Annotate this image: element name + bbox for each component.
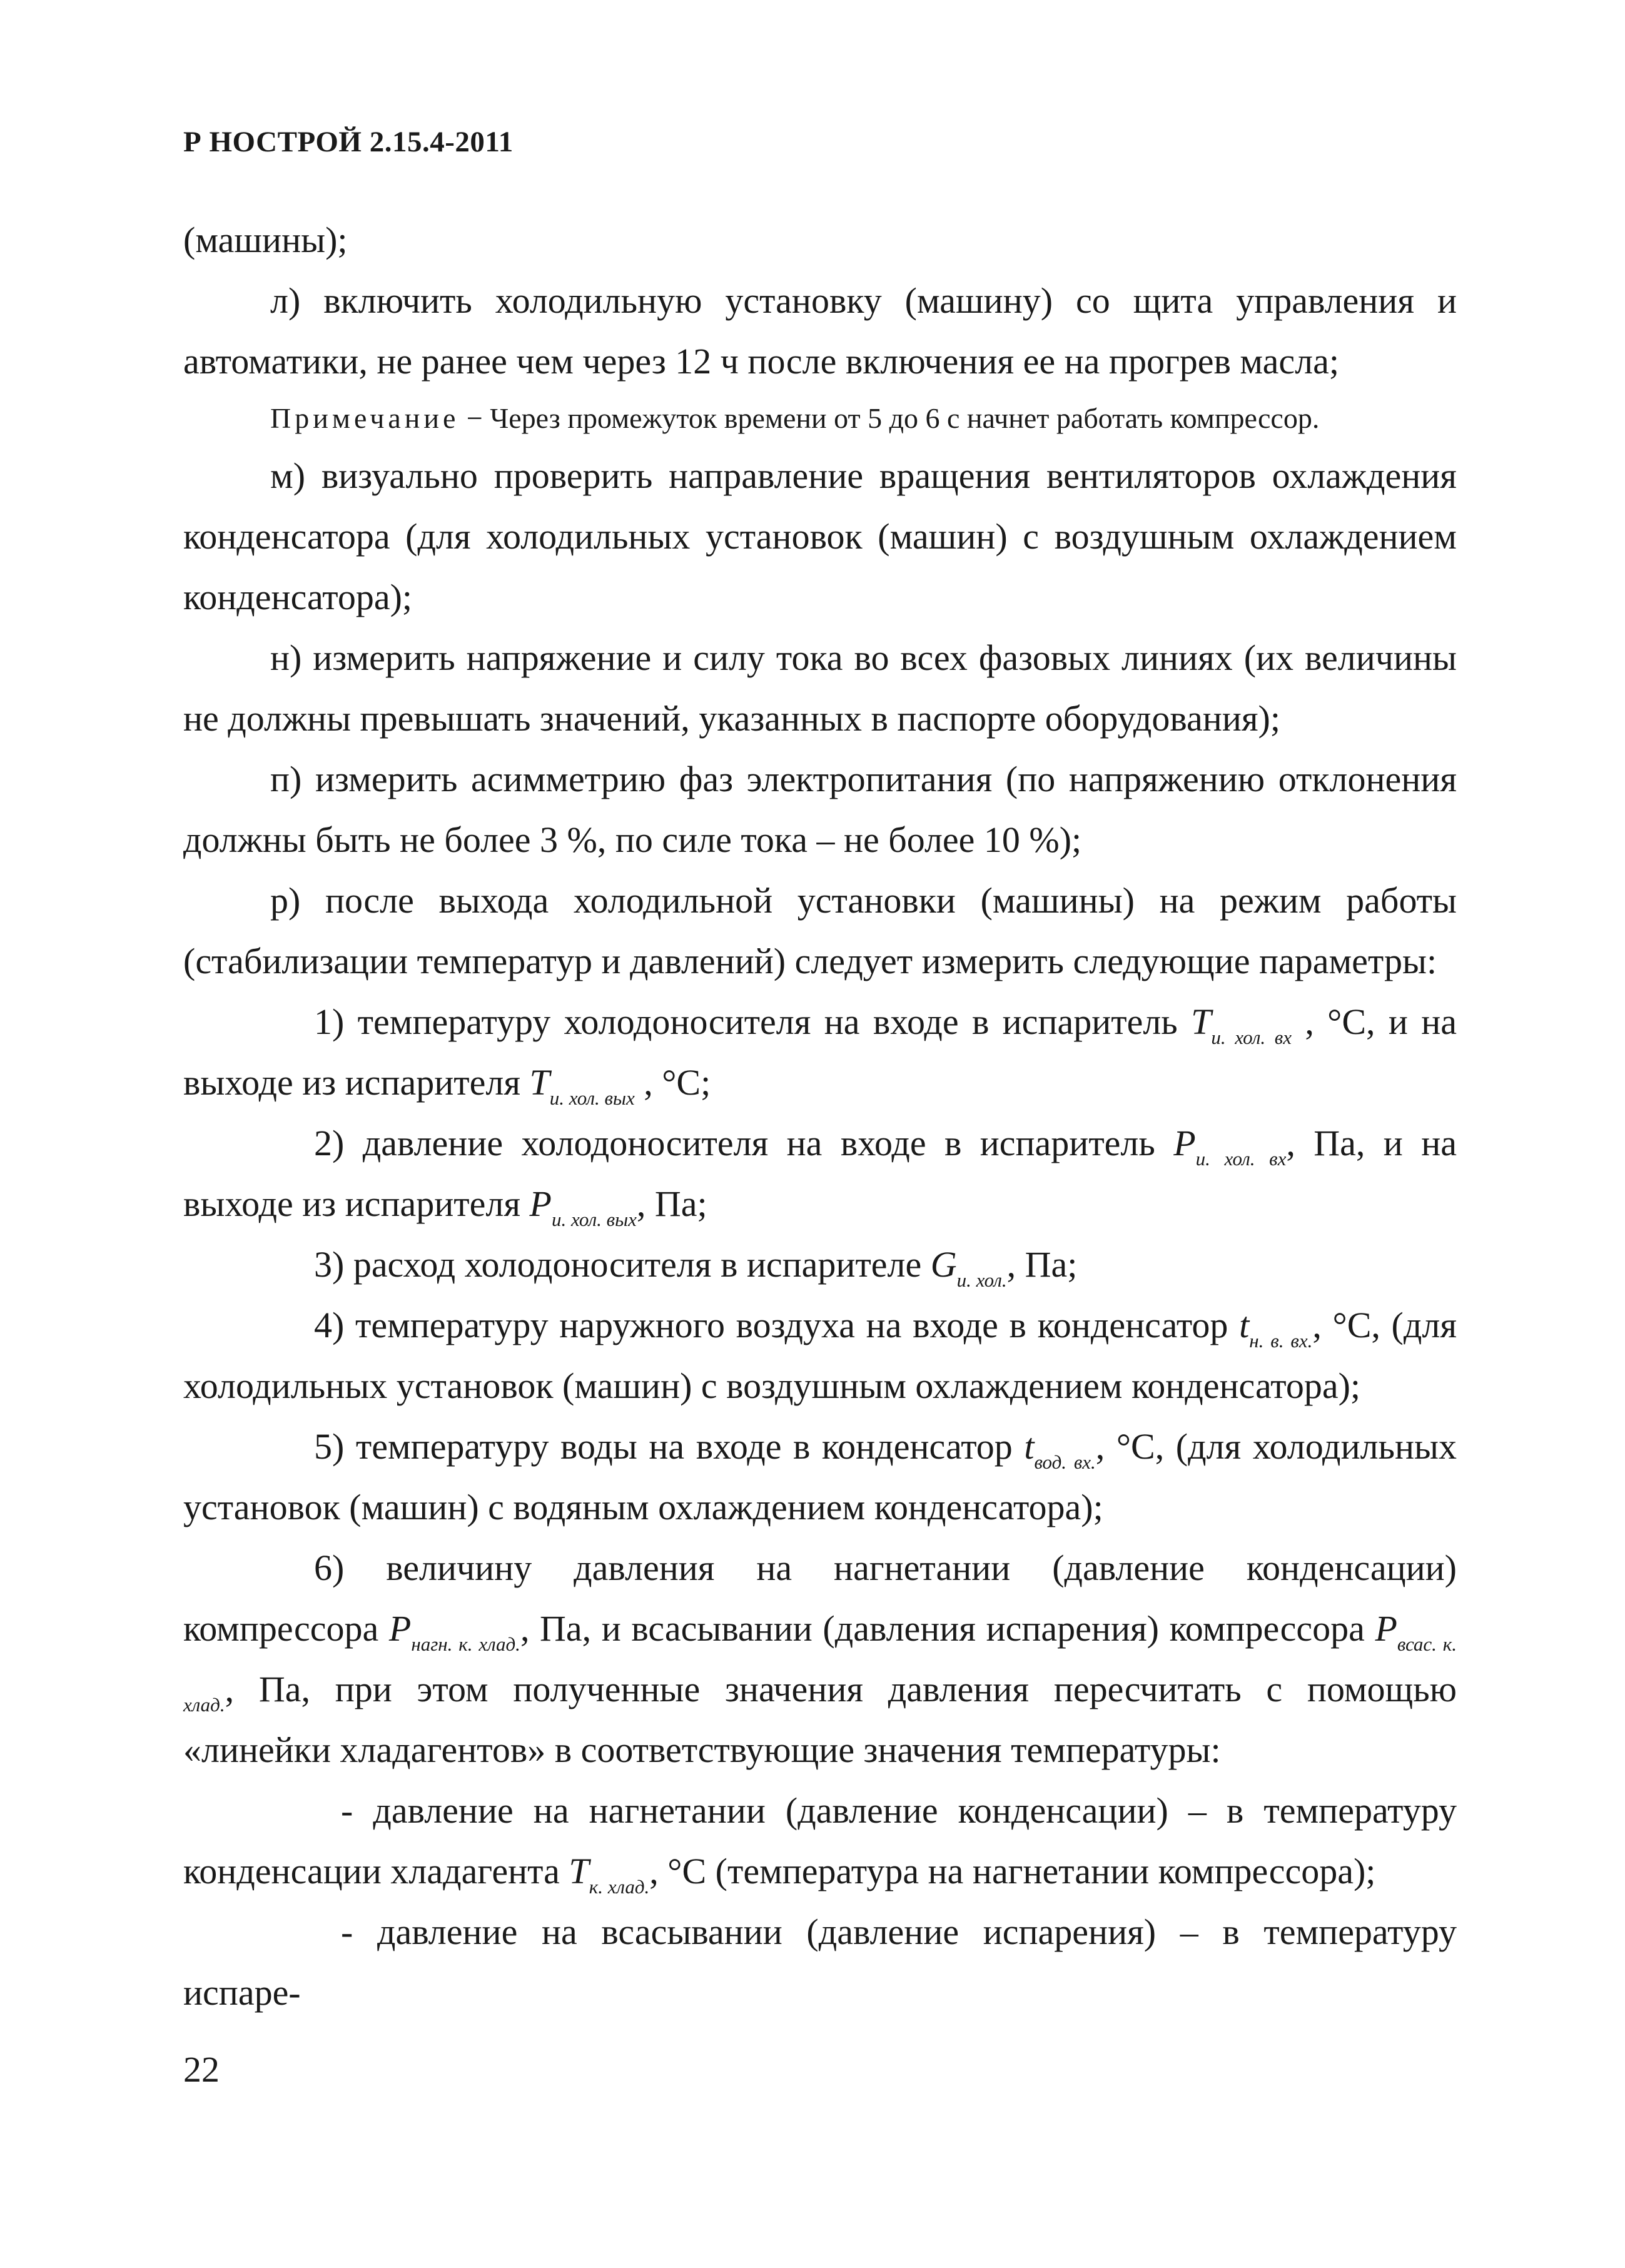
paragraph-item-l: л) включить холодильную установку (машину) со щита управления и автоматики, не ранее чем через 12 ч после включения ее на прогрев масла;: [183, 280, 1457, 382]
sub-item-2-text-b: , Па, и на выходе из испарителя: [183, 1123, 1457, 1224]
subscript-p-discharge: нагн. к. хлад.: [411, 1633, 520, 1655]
sub-item-4-text-b: , °С, (для холодильных установок (машин) с воздушным охлаждением конденсатора);: [183, 1305, 1457, 1406]
subscript-p-outlet: и. хол. вых: [551, 1208, 637, 1230]
paragraph-item-p: п) измерить асимметрию фаз электропитания (по напряжению отклонения должны быть не более 3 %, по силе тока – не более 10 %);: [183, 759, 1457, 860]
sub-item-5-text-b: , °С, (для холодильных установок (машин) с водяным охлаждением конденсатора);: [183, 1426, 1457, 1527]
symbol-t-water: t: [1024, 1426, 1035, 1467]
sub-item-6-text-a: 6) величину давления на нагнетании (давление конденсации) компрессора: [183, 1547, 1457, 1649]
subscript-t-condensation: к. хлад.: [589, 1876, 650, 1898]
sub-item-3-text-a: 3) расход холодоносителя в испарителе: [314, 1244, 931, 1285]
note: [183, 392, 1457, 445]
paragraph-item-r: р) после выхода холодильной установки (машины) на режим работы (стабилизации температур и давлений) следует измерить следующие параметры:: [183, 880, 1457, 981]
page-number: 22: [183, 2049, 220, 2090]
symbol-p-suction: P: [1375, 1608, 1397, 1649]
sub-item-6-text-c: , Па, при этом полученные значения давления пересчитать с помощью «линейки хладагентов» в соответствующие значения температуры:: [183, 1669, 1457, 1770]
subscript-t-outlet: и. хол. вых: [549, 1087, 635, 1109]
symbol-t-air: t: [1239, 1305, 1250, 1345]
subscript-p-suction: всас. к. хлад.: [183, 1633, 1457, 1716]
symbol-g-flow: G: [930, 1244, 957, 1285]
subscript-g-flow: и. хол.: [956, 1269, 1007, 1291]
sub-item-4-text-a: 4) температуру наружного воздуха на входе в конденсатор: [314, 1305, 1240, 1345]
subscript-t-water: вод. вх.: [1034, 1451, 1096, 1473]
paragraph-continuation: (машины);: [183, 220, 348, 260]
paragraph-item-n: н) измерить напряжение и силу тока во всех фазовых линиях (их величины не должны превышать значений, указанных в паспорте оборудования);: [183, 637, 1457, 739]
subscript-t-air: н. в. вх.: [1249, 1330, 1313, 1352]
subscript-p-inlet: и. хол. вх: [1195, 1148, 1287, 1170]
sub-item-2: [183, 1113, 1457, 1234]
page-body: [183, 210, 1457, 2023]
sub-item-2-text-c: , Па;: [636, 1183, 707, 1224]
sub-item-5: [183, 1416, 1457, 1537]
dash-item-1-text-b: , °С (температура на нагнетании компрессора);: [649, 1851, 1376, 1891]
symbol-p-discharge: P: [388, 1608, 412, 1649]
sub-item-6-text-b: , Па, и всасывании (давления испарения) компрессора: [520, 1608, 1375, 1649]
dash-item-2: - давление на всасывании (давление испарения) – в температуру испаре-: [183, 1911, 1457, 2013]
sub-item-1-text-b: , °С, и на выходе из испарителя: [183, 1001, 1457, 1103]
sub-item-5-text-a: 5) температуру воды на входе в конденсатор: [314, 1426, 1025, 1467]
sub-item-4: [183, 1295, 1457, 1416]
sub-item-1: [183, 991, 1457, 1113]
symbol-t-outlet: T: [529, 1062, 550, 1103]
sub-item-3: [183, 1234, 1457, 1295]
symbol-t-inlet: T: [1191, 1001, 1212, 1042]
subscript-t-inlet: и. хол. вх: [1211, 1026, 1292, 1048]
symbol-p-inlet: P: [1173, 1123, 1196, 1163]
sub-item-3-text-b: , Па;: [1006, 1244, 1078, 1285]
dash-item-1: [183, 1780, 1457, 1901]
sub-item-2-text-a: 2) давление холодоносителя на входе в испаритель: [314, 1123, 1174, 1163]
sub-item-1-text-a: 1) температуру холодоносителя на входе в испаритель: [314, 1001, 1192, 1042]
note-text: − Через промежуток времени от 5 до 6 с начнет работать компрессор.: [459, 402, 1320, 434]
symbol-t-condensation: T: [569, 1851, 589, 1891]
dash-item-1-text-a: - давление на нагнетании (давление конденсации) – в температуру конденсации хладагента: [183, 1790, 1457, 1891]
sub-item-6: [183, 1537, 1457, 1780]
symbol-p-outlet: P: [529, 1183, 552, 1224]
note-label: Примечание: [270, 402, 460, 434]
paragraph-item-m: м) визуально проверить направление вращения вентиляторов охлаждения конденсатора (для холодильных установок (машин) с воздушным охлаждением конденсатора);: [183, 455, 1457, 617]
document-code-header: Р НОСТРОЙ 2.15.4-2011: [183, 126, 514, 158]
sub-item-1-text-c: , °С;: [634, 1062, 711, 1103]
